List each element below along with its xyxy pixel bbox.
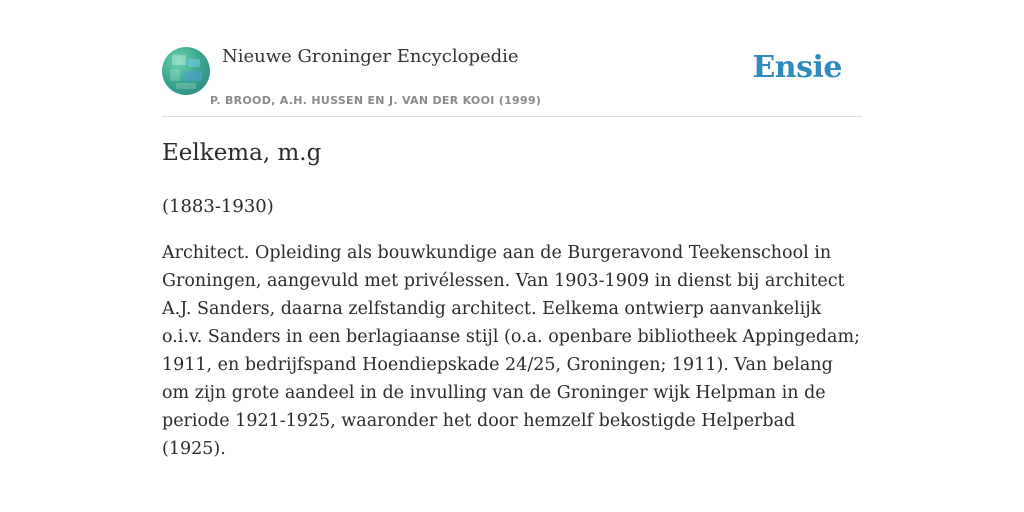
article-body: Architect. Opleiding als bouwkundige aan de Burgeravond Teekenschool in Groningen, aangevuld met privélessen. Van 1903-1909 in dienst bij architect A.J. Sanders, daarna zelfstandig architect. Eelkema ontwierp aanvankelijk o.i.v. Sanders in een berlagiaanse stijl (o.a. openbare bibliotheek Appingedam; 1911, en bedrijfspand Hoendiepskade 24/25, Groningen; 1911). Van belang om zijn grote aandeel in de invulling van de Groninger wijk Helpman in de periode 1921-1925, waaronder het door hemzelf bekostigde Helperbad (1925). [162, 243, 860, 459]
ensie-brand-link[interactable]: Ensie [752, 50, 842, 85]
encyclopedia-authors: P. BROOD, A.H. HUSSEN EN J. VAN DER KOOI (1999) [210, 94, 542, 107]
article-dates: (1883-1930) [162, 196, 274, 217]
logo-tile [172, 55, 186, 65]
logo-tile [188, 59, 200, 67]
article-title: Eelkema, m.g [162, 140, 322, 166]
encyclopedia-logo-icon[interactable] [162, 47, 210, 95]
encyclopedia-header [162, 46, 862, 117]
logo-tile [184, 71, 202, 81]
logo-tile [170, 69, 180, 81]
encyclopedia-title-link[interactable]: Nieuwe Groninger Encyclopedie [222, 46, 519, 67]
logo-tile [176, 83, 196, 89]
